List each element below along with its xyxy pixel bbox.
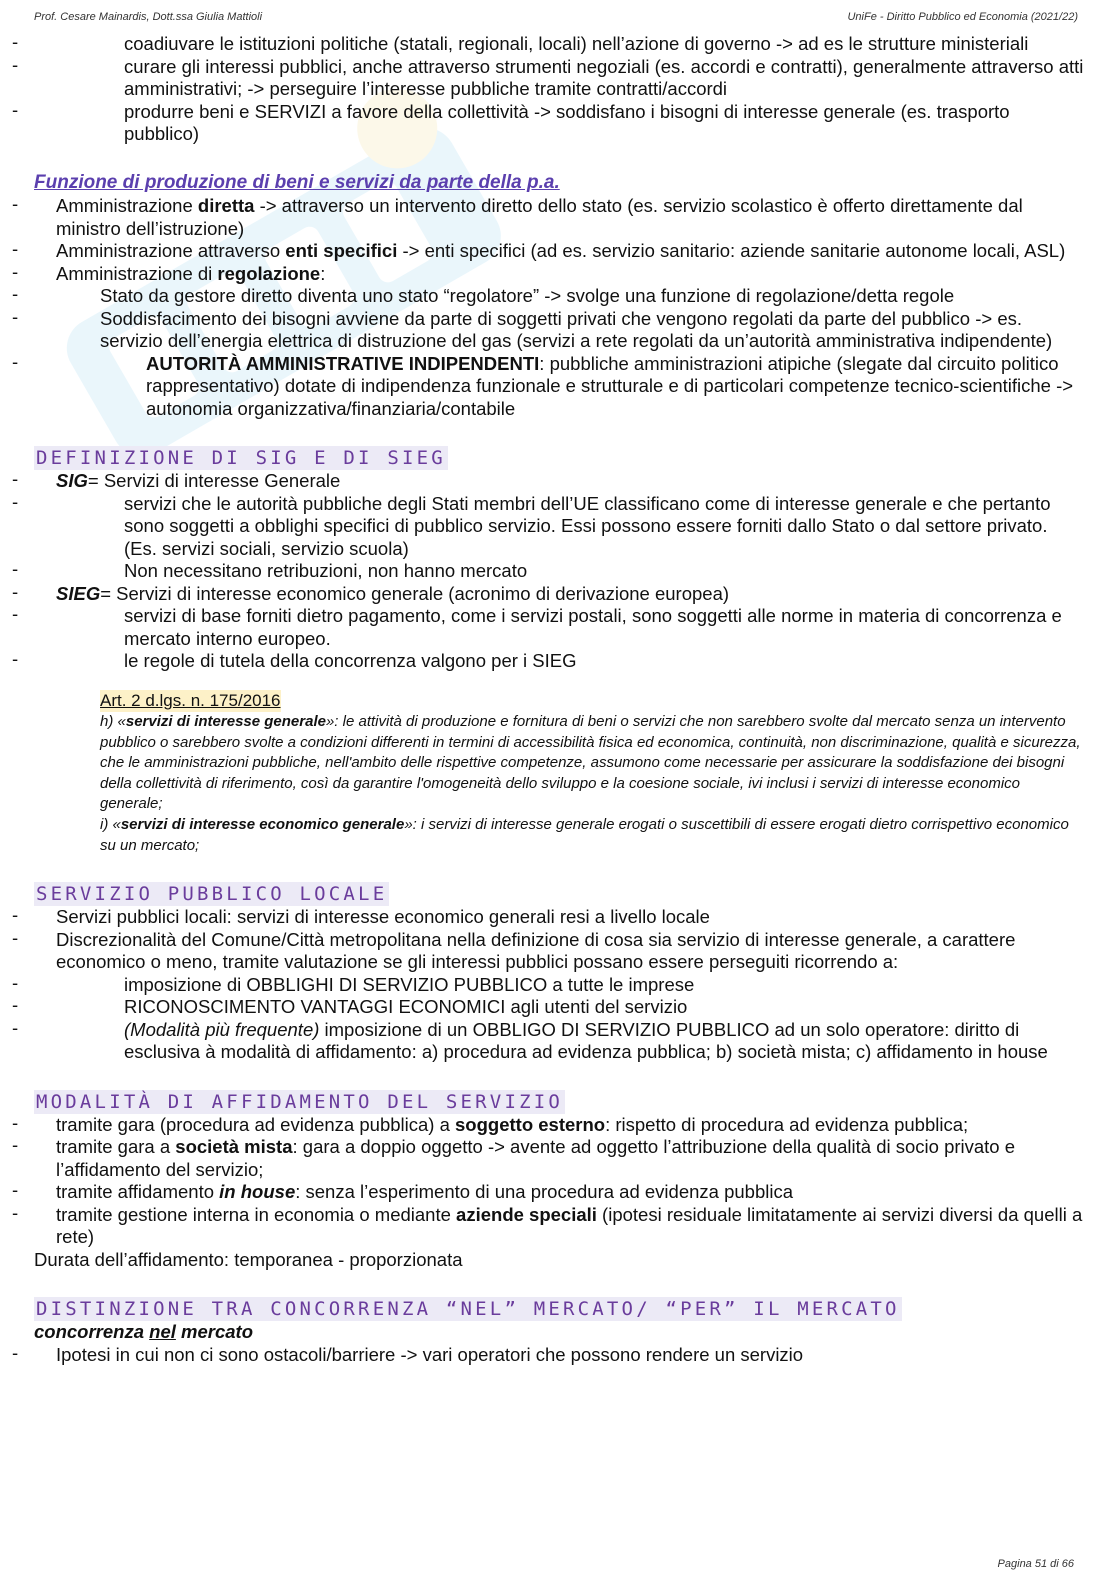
header-authors: Prof. Cesare Mainardis, Dott.ssa Giulia Mattioli [34, 11, 263, 23]
list-item: - Discrezionalità del Comune/Città metropolitana nella definizione di cosa sia servizio di interesse generale, a carattere economico o meno, tramite valutazione se gli interessi pubblici possano essere perseguiti ricorrendo a: [34, 929, 1084, 974]
page-header [34, 11, 1078, 27]
list-item: - SIEG= Servizi di interesse economico generale (acronimo di derivazione europea) [34, 583, 1084, 606]
law-text-h: h) «servizi di interesse generale»: le attività di produzione e fornitura di beni o servizi che non sarebbero svolte dal mercato senza un intervento pubblico o sarebbero svolte a condizioni differenti in termini di accessibilità fisica ed economica, continuità, non discriminazione, qualità e sicurezza, che le amministrazioni pubbliche, nell'ambito delle rispettive competenze, assumono come necessarie per assicurare la soddisfazione dei bisogni della collettività di riferimento, così da garantire l'omogeneità dello sviluppo e la coesione sociale, ivi inclusi i servizi di interesse economico generale; [100, 713, 1081, 813]
list-item: - AUTORITÀ AMMINISTRATIVE INDIPENDENTI: pubbliche amministrazioni atipiche (slegate dal circuito politico rappresentativo) dotate di indipendenza funzionale e strutturale e di particolari competenze tecnico-scientifiche -> autonomia organizzativa/finanziaria/contabile [34, 353, 1084, 421]
law-reference-link[interactable]: Art. 2 d.lgs. n. 175/2016 [100, 690, 281, 713]
list-item: - coadiuvare le istituzioni politiche (statali, regionali, locali) nell’azione di governo -> ad es le strutture ministeriali [34, 33, 1084, 56]
list-item: - Amministrazione attraverso enti specifici -> enti specifici (ad es. servizio sanitario: aziende sanitarie autonome locali, ASL) [34, 240, 1084, 263]
list-item: - curare gli interessi pubblici, anche attraverso strumenti negoziali (es. accordi e contratti), generalmente attraverso atti amministrativi; -> perseguire l’interesse pubbliche tramite contratti/accordi [34, 56, 1084, 101]
list-item: - SIG= Servizi di interesse Generale [34, 470, 1084, 493]
section-heading-locale: SERVIZIO PUBBLICO LOCALE [36, 883, 388, 906]
list-item: - Amministrazione diretta -> attraverso un intervento diretto dello stato (es. servizio scolastico è offerto direttamente dal ministro dell’istruzione) [34, 195, 1084, 240]
list-item: - servizi di base forniti dietro pagamento, come i servizi postali, sono soggetti alle norme in materia di concorrenza e mercato interno europeo. [34, 605, 1084, 650]
section-title-funzione: Funzione di produzione di beni e servizi da parte della p.a. [34, 171, 560, 193]
page-content [34, 33, 1084, 1366]
list-item: - Ipotesi in cui non ci sono ostacoli/barriere -> vari operatori che possono rendere un servizio [34, 1344, 1084, 1367]
list-item: - le regole di tutela della concorrenza valgono per i SIEG [34, 650, 1084, 673]
subheading-concorrenza-nel-mercato: concorrenza nel mercato [34, 1321, 254, 1343]
list-item: - tramite gestione interna in economia o mediante aziende speciali (ipotesi residuale limitatamente ai servizi diversi da quelli a rete) [34, 1204, 1084, 1249]
section-heading-affidamento: MODALITÀ DI AFFIDAMENTO DEL SERVIZIO [36, 1090, 564, 1113]
list-item: - tramite affidamento in house: senza l’esperimento di una procedura ad evidenza pubblica [34, 1181, 1084, 1204]
list-item: - Amministrazione di regolazione: [34, 263, 1084, 286]
header-course: UniFe - Diritto Pubblico ed Economia (2021/22) [847, 11, 1078, 23]
list-item: - Soddisfacimento dei bisogni avviene da parte di soggetti privati che vengono regolati da parte del pubblico -> es. servizio dell’energia elettrica di distruzione del gas (servizi a rete regolati da un’autorità amministrativa indipendente) [34, 308, 1084, 353]
section-heading-sig: DEFINIZIONE DI SIG E DI SIEG [36, 447, 446, 469]
list-item: - RICONOSCIMENTO VANTAGGI ECONOMICI agli utenti del servizio [34, 996, 1084, 1019]
list-item: - Non necessitano retribuzioni, non hanno mercato [34, 560, 1084, 583]
list-item: - (Modalità più frequente) imposizione di un OBBLIGO DI SERVIZIO PUBBLICO ad un solo operatore: diritto di esclusiva à modalità di affidamento: a) procedura ad evidenza pubblica; b) società mista; c) affidamento in house [34, 1019, 1084, 1064]
durata-text: Durata dell’affidamento: temporanea - proporzionata [34, 1248, 463, 1270]
list-item: - tramite gara a società mista: gara a doppio oggetto -> avente ad oggetto l’attribuzione della qualità di socio privato e l’affidamento del servizio; [34, 1136, 1084, 1181]
list-item: - imposizione di OBBLIGHI DI SERVIZIO PUBBLICO a tutte le imprese [34, 974, 1084, 997]
law-text-i: i) «servizi di interesse economico generale»: i servizi di interesse generale erogati o suscettibili di essere erogati dietro corrispettivo economico su un mercato; [100, 815, 1069, 854]
page-number: Pagina 51 di 66 [997, 1558, 1074, 1570]
list-item: - Servizi pubblici locali: servizi di interesse economico generali resi a livello locale [34, 906, 1084, 929]
list-item: - produrre beni e SERVIZI a favore della collettività -> soddisfano i bisogni di interesse generale (es. trasporto pubblico) [34, 101, 1084, 146]
list-item: - Stato da gestore diretto diventa uno stato “regolatore” -> svolge una funzione di regolazione/detta regole [34, 285, 1084, 308]
list-item: - tramite gara (procedura ad evidenza pubblica) a soggetto esterno: rispetto di procedura ad evidenza pubblica; [34, 1114, 1084, 1137]
section-heading-concorrenza: DISTINZIONE TRA CONCORRENZA “NEL” MERCATO/ “PER” IL MERCATO [36, 1298, 900, 1321]
list-item: - servizi che le autorità pubbliche degli Stati membri dell’UE classificano come di interesse generale e che pertanto sono soggetti a obblighi specifici di pubblico servizio. Essi possono essere forniti dallo Stato o dal settore privato. (Es. servizi sociali, servizio scuola) [34, 493, 1084, 561]
law-excerpt [34, 689, 1084, 857]
